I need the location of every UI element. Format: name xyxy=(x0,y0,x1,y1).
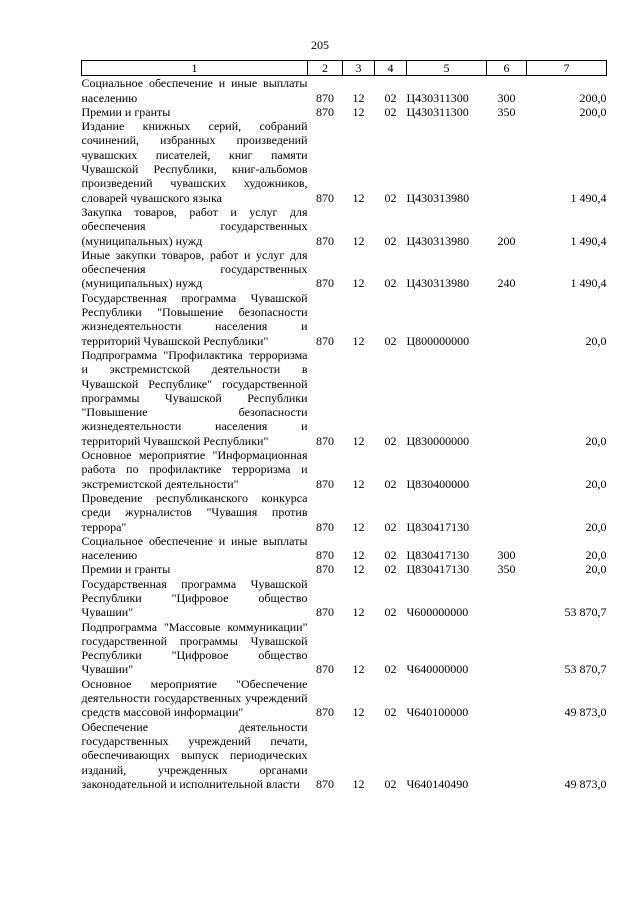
table-row xyxy=(82,677,607,720)
row-name-cell: Основное мероприятие "Обеспечение деятельности государственных учреждений средств массовой информации" xyxy=(81,676,308,720)
table-row xyxy=(82,76,607,105)
column-header: 4 xyxy=(375,61,407,76)
section-code-cell: 12 xyxy=(352,190,365,205)
expense-type-cell xyxy=(487,348,527,448)
target-article-cell: Ц430311300 xyxy=(406,90,469,105)
amount-cell: 49 873,0 xyxy=(564,776,607,791)
amount-cell: 200,0 xyxy=(579,104,607,119)
table-header xyxy=(82,61,607,76)
target-article-cell: Ч600000000 xyxy=(406,605,469,620)
expense-type-cell: 350 xyxy=(497,562,516,577)
page-number: 205 xyxy=(311,38,329,52)
table-row xyxy=(82,448,607,491)
table-body xyxy=(82,76,607,791)
subsection-code-cell: 02 xyxy=(384,605,397,620)
row-name-cell: Закупка товаров, работ и услуг для обеспечения государственных (муниципальных) нужд xyxy=(81,204,308,248)
subsection-code-cell: 02 xyxy=(384,276,397,291)
ministry-code-cell: 870 xyxy=(316,233,334,248)
expense-type-cell xyxy=(487,677,527,720)
table-row xyxy=(82,348,607,448)
amount-cell: 20,0 xyxy=(585,519,607,534)
expense-type-cell: 200 xyxy=(497,233,516,248)
column-header: 6 xyxy=(487,61,527,76)
amount-cell: 20,0 xyxy=(585,476,607,491)
target-article-cell: Ц430313980 xyxy=(406,233,470,248)
row-name-cell: Социальное обеспечение и иные выплаты населению xyxy=(81,533,308,563)
table-row xyxy=(82,534,607,563)
amount-cell: 49 873,0 xyxy=(564,705,607,720)
amount-cell: 20,0 xyxy=(585,562,607,577)
column-header: 2 xyxy=(308,61,343,76)
expense-type-cell: 300 xyxy=(497,548,516,563)
table-row xyxy=(82,562,607,576)
row-name-cell: Издание книжных серий, собраний сочинений, избранных произведений чувашских писателей, книг памяти Чувашской Республики, книг-альбомов произведений чувашских художников, словарей чувашского языка xyxy=(81,119,308,205)
table-row xyxy=(82,620,607,677)
target-article-cell: Ц800000000 xyxy=(406,333,470,348)
amount-cell: 1 490,4 xyxy=(570,233,607,248)
section-code-cell: 12 xyxy=(352,562,365,577)
expense-type-cell: 240 xyxy=(497,276,516,291)
section-code-cell: 12 xyxy=(352,233,365,248)
row-name-cell: Обеспечение деятельности государственных учреждений печати, обеспечивающих выпуск периодических изданий, учрежденных органами законодательной и исполнительной власти xyxy=(81,719,308,791)
target-article-cell: Ц830417130 xyxy=(406,519,470,534)
subsection-code-cell: 02 xyxy=(384,662,397,677)
ministry-code-cell: 870 xyxy=(316,519,334,534)
expense-type-cell xyxy=(487,291,527,348)
target-article-cell: Ц430313980 xyxy=(406,276,470,291)
table-row xyxy=(82,720,607,791)
header-row xyxy=(82,61,607,76)
table-row xyxy=(82,105,607,119)
ministry-code-cell: 870 xyxy=(316,104,334,119)
target-article-cell: Ц830400000 xyxy=(406,476,470,491)
section-code-cell: 12 xyxy=(352,104,365,119)
amount-cell: 53 870,7 xyxy=(564,605,607,620)
subsection-code-cell: 02 xyxy=(384,433,397,448)
expense-type-cell xyxy=(487,620,527,677)
column-header: 3 xyxy=(343,61,375,76)
section-code-cell: 12 xyxy=(352,662,365,677)
subsection-code-cell: 02 xyxy=(384,333,397,348)
subsection-code-cell: 02 xyxy=(384,705,397,720)
row-name-cell: Подпрограмма "Массовые коммуникации" государственной программы Чувашской Республики "Цифровое общество Чувашии" xyxy=(81,619,308,677)
column-header: 5 xyxy=(407,61,487,76)
ministry-code-cell: 870 xyxy=(316,190,334,205)
target-article-cell: Ц830417130 xyxy=(406,548,470,563)
amount-cell: 20,0 xyxy=(585,548,607,563)
table-row xyxy=(82,119,607,205)
expense-type-cell xyxy=(487,119,527,205)
target-article-cell: Ц430311300 xyxy=(406,104,469,119)
subsection-code-cell: 02 xyxy=(384,776,397,791)
expense-type-cell: 350 xyxy=(497,104,516,119)
ministry-code-cell: 870 xyxy=(316,776,334,791)
subsection-code-cell: 02 xyxy=(384,519,397,534)
ministry-code-cell: 870 xyxy=(316,433,334,448)
amount-cell: 20,0 xyxy=(585,433,607,448)
amount-cell: 1 490,4 xyxy=(570,190,607,205)
row-name-cell: Премии и гранты xyxy=(81,104,171,119)
row-name-cell: Социальное обеспечение и иные выплаты населению xyxy=(81,76,308,105)
expense-type-cell: 300 xyxy=(497,90,516,105)
table-row xyxy=(82,205,607,248)
row-name-cell: Иные закупки товаров, работ и услуг для обеспечения государственных (муниципальных) нужд xyxy=(81,247,308,291)
table-row xyxy=(82,577,607,620)
target-article-cell: Ч640140490 xyxy=(406,776,469,791)
section-code-cell: 12 xyxy=(352,90,365,105)
section-code-cell: 12 xyxy=(352,605,365,620)
ministry-code-cell: 870 xyxy=(316,705,334,720)
row-name-cell: Основное мероприятие "Информационная работа по профилактике терроризма и экстремистской деятельности" xyxy=(81,448,308,491)
section-code-cell: 12 xyxy=(352,276,365,291)
expense-type-cell xyxy=(487,577,527,620)
target-article-cell: Ч640000000 xyxy=(406,662,469,677)
section-code-cell: 12 xyxy=(352,705,365,720)
target-article-cell: Ч640100000 xyxy=(406,705,469,720)
ministry-code-cell: 870 xyxy=(316,476,334,491)
target-article-cell: Ц830417130 xyxy=(406,562,470,577)
amount-cell: 20,0 xyxy=(585,333,607,348)
target-article-cell: Ц430313980 xyxy=(406,190,470,205)
ministry-code-cell: 870 xyxy=(316,90,334,105)
target-article-cell: Ц830000000 xyxy=(406,433,470,448)
column-header: 1 xyxy=(82,61,308,76)
amount-cell: 1 490,4 xyxy=(570,276,607,291)
section-code-cell: 12 xyxy=(352,519,365,534)
section-code-cell: 12 xyxy=(352,476,365,491)
section-code-cell: 12 xyxy=(352,548,365,563)
row-name-cell: Государственная программа Чувашской Республики "Цифровое общество Чувашии" xyxy=(81,576,308,620)
row-name-cell: Проведение республиканского конкурса среди журналистов "Чувашия против террора" xyxy=(81,490,308,534)
subsection-code-cell: 02 xyxy=(384,90,397,105)
ministry-code-cell: 870 xyxy=(316,548,334,563)
row-name-cell: Премии и гранты xyxy=(81,562,171,577)
expense-type-cell xyxy=(487,448,527,491)
row-name-cell: Подпрограмма "Профилактика терроризма и экстремистской деятельности в Чувашской Республике" государственной программы Чувашской Республики "Повышение безопасности жизнедеятельности населения и территорий Чувашской Республики" xyxy=(81,347,308,448)
subsection-code-cell: 02 xyxy=(384,476,397,491)
section-code-cell: 12 xyxy=(352,433,365,448)
row-name-cell: Государственная программа Чувашской Республики "Повышение безопасности жизнедеятельности населения и территорий Чувашской Республики" xyxy=(81,290,308,348)
section-code-cell: 12 xyxy=(352,333,365,348)
subsection-code-cell: 02 xyxy=(384,233,397,248)
section-code-cell: 12 xyxy=(352,776,365,791)
table-row xyxy=(82,248,607,291)
column-header: 7 xyxy=(527,61,607,76)
ministry-code-cell: 870 xyxy=(316,276,334,291)
subsection-code-cell: 02 xyxy=(384,548,397,563)
subsection-code-cell: 02 xyxy=(384,562,397,577)
amount-cell: 53 870,7 xyxy=(564,662,607,677)
amount-cell: 200,0 xyxy=(579,90,607,105)
budget-table xyxy=(81,60,607,791)
table-row xyxy=(82,291,607,348)
subsection-code-cell: 02 xyxy=(384,190,397,205)
ministry-code-cell: 870 xyxy=(316,562,334,577)
ministry-code-cell: 870 xyxy=(316,333,334,348)
table-row xyxy=(82,491,607,534)
ministry-code-cell: 870 xyxy=(316,662,334,677)
ministry-code-cell: 870 xyxy=(316,605,334,620)
expense-type-cell xyxy=(487,720,527,791)
subsection-code-cell: 02 xyxy=(384,104,397,119)
expense-type-cell xyxy=(487,491,527,534)
